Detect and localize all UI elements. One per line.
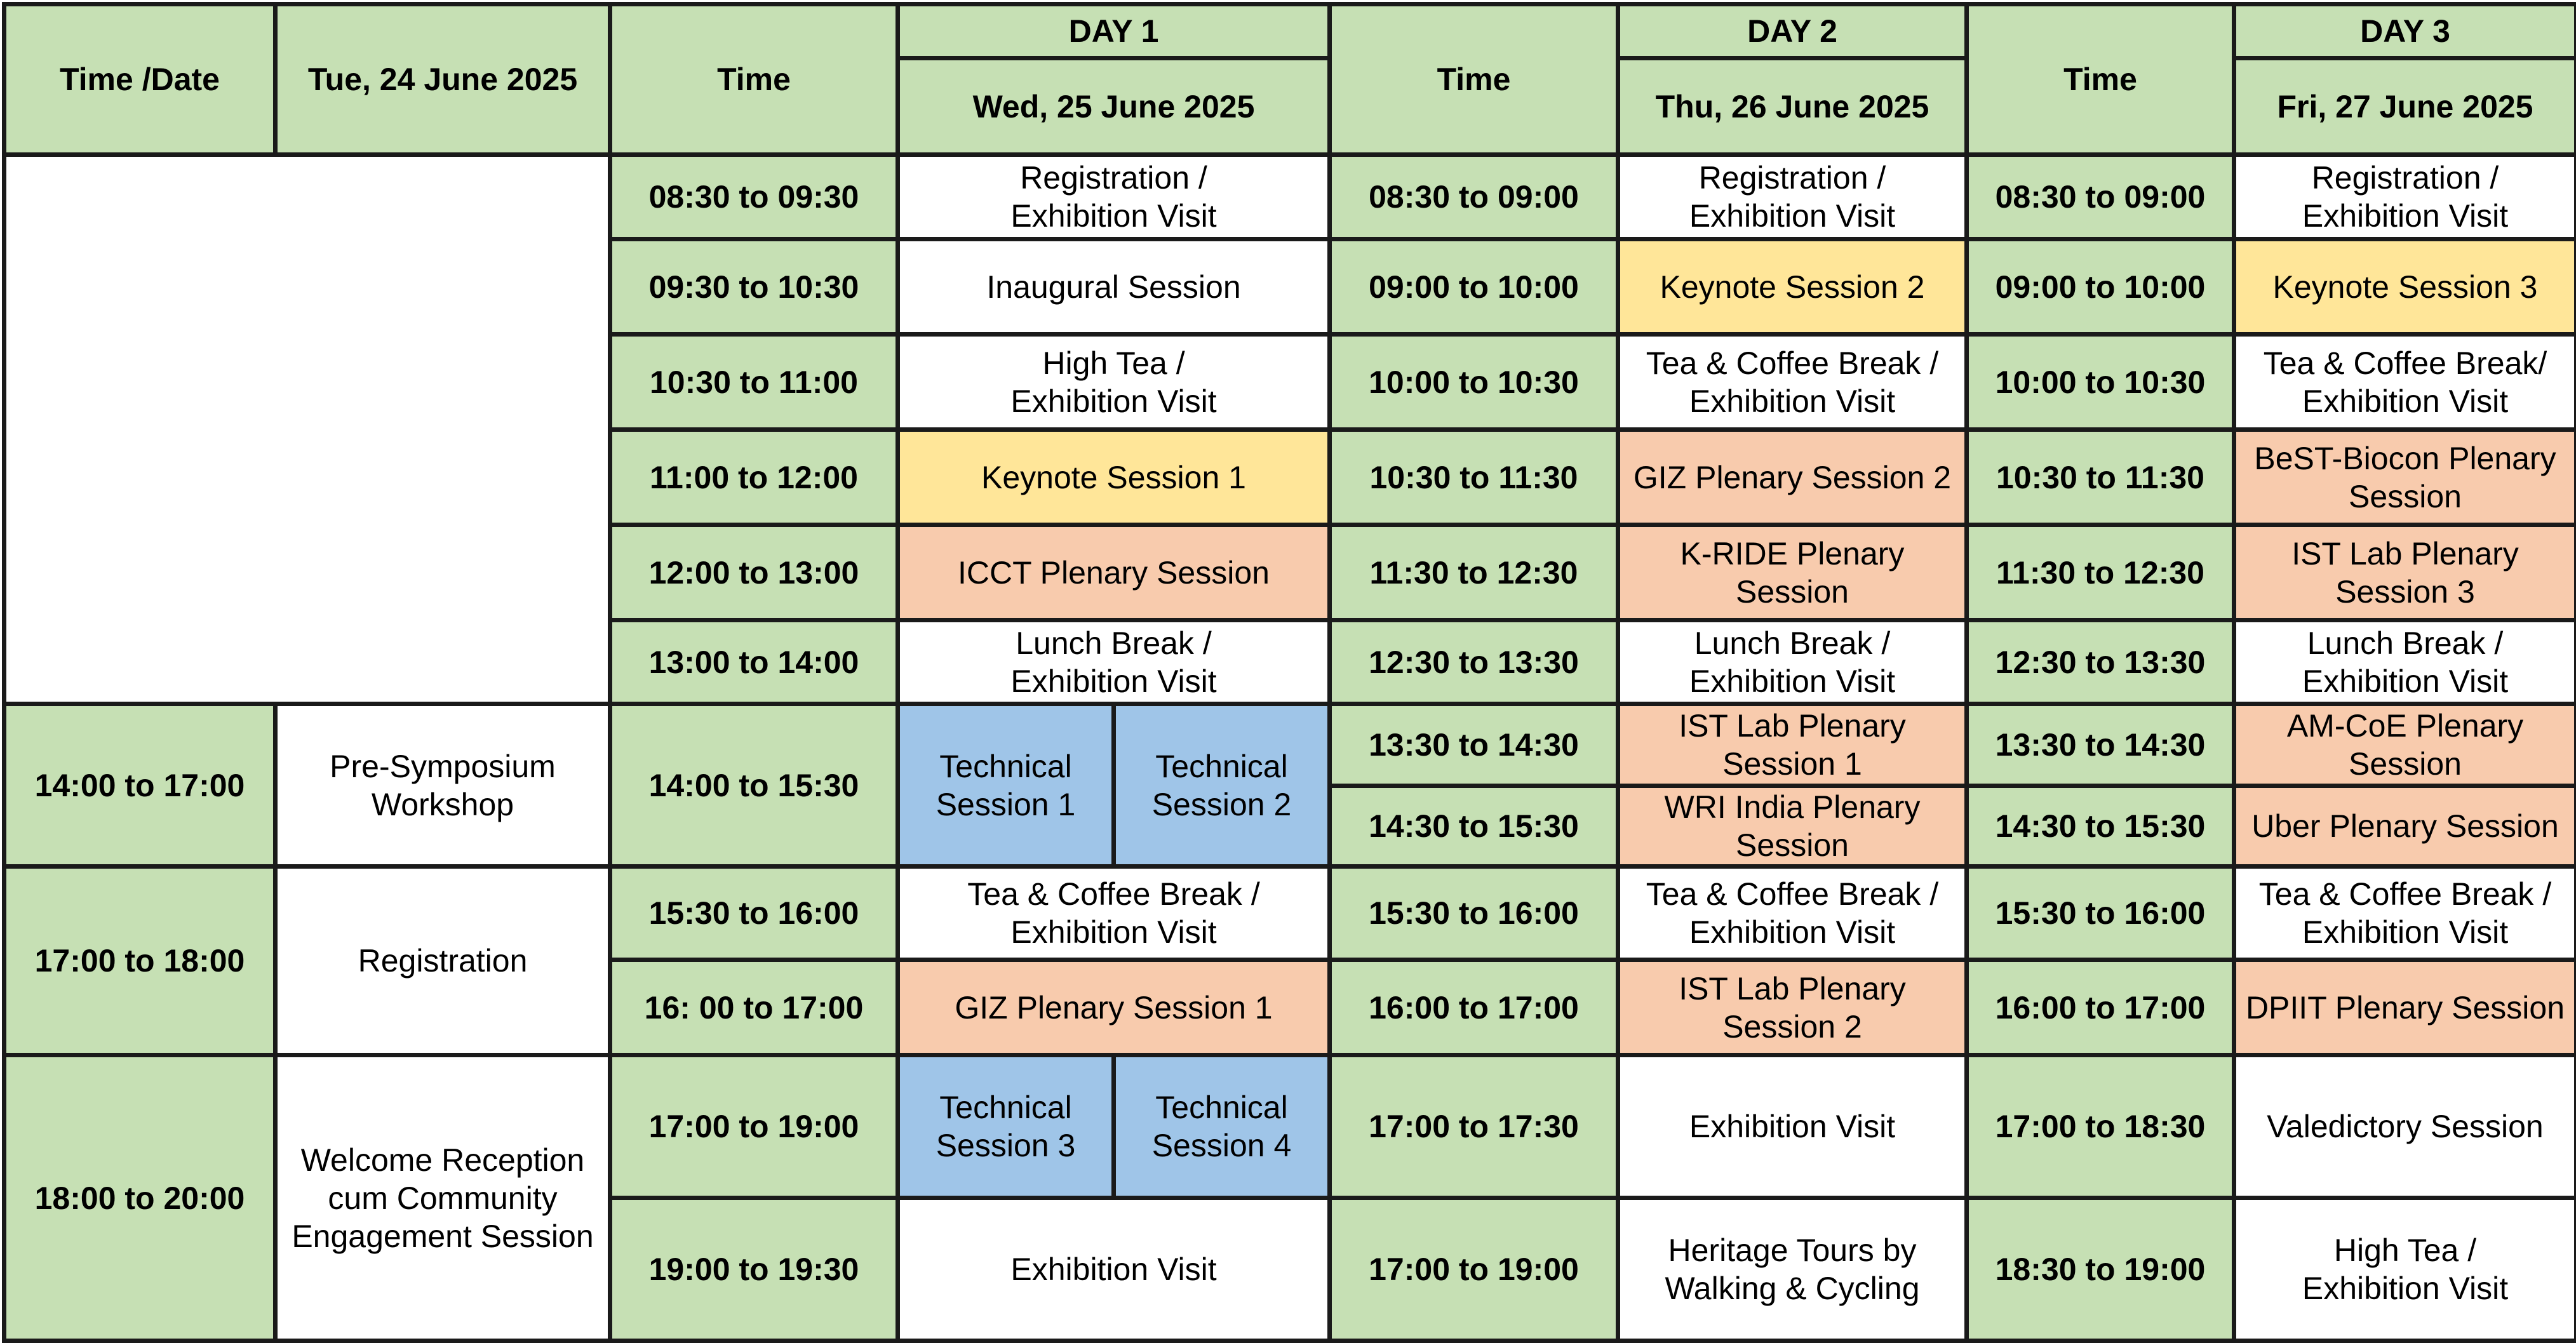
day2-time-slot: 10:00 to 10:30 xyxy=(1330,335,1618,430)
day2-event-plenary: IST Lab Plenary Session 1 xyxy=(1618,704,1967,786)
day3-event-valedictory: Valedictory Session xyxy=(2234,1055,2576,1198)
day3-event-registration: Registration / Exhibition Visit xyxy=(2234,155,2576,239)
pre-time-slot: 14:00 to 17:00 xyxy=(4,704,276,867)
header-day1-time: Time xyxy=(610,4,898,155)
day3-time-slot: 16:00 to 17:00 xyxy=(1967,960,2234,1055)
day3-event-high-tea: High Tea / Exhibition Visit xyxy=(2234,1198,2576,1341)
day3-time-slot: 10:30 to 11:30 xyxy=(1967,430,2234,525)
day1-event-tea-break: Tea & Coffee Break / Exhibition Visit xyxy=(898,867,1330,960)
day2-event-plenary: K-RIDE Plenary Session xyxy=(1618,525,1967,620)
day3-time-slot: 13:30 to 14:30 xyxy=(1967,704,2234,786)
day3-time-slot: 12:30 to 13:30 xyxy=(1967,620,2234,704)
day1-time-slot: 14:00 to 15:30 xyxy=(610,704,898,867)
header-day2-label: DAY 2 xyxy=(1618,4,1967,58)
day1-time-slot: 11:00 to 12:00 xyxy=(610,430,898,525)
pre-time-slot: 17:00 to 18:00 xyxy=(4,867,276,1055)
day2-event-plenary: GIZ Plenary Session 2 xyxy=(1618,430,1967,525)
day3-event-plenary: DPIIT Plenary Session xyxy=(2234,960,2576,1055)
day1-event-technical-1: Technical Session 1 xyxy=(898,704,1114,867)
day1-event-plenary: ICCT Plenary Session xyxy=(898,525,1330,620)
day2-event-tea-break: Tea & Coffee Break / Exhibition Visit xyxy=(1618,867,1967,960)
day1-event-high-tea: High Tea / Exhibition Visit xyxy=(898,335,1330,430)
day1-event-technical-2: Technical Session 2 xyxy=(1114,704,1330,867)
day1-time-slot: 12:00 to 13:00 xyxy=(610,525,898,620)
day2-event-lunch: Lunch Break / Exhibition Visit xyxy=(1618,620,1967,704)
day2-time-slot: 11:30 to 12:30 xyxy=(1330,525,1618,620)
header-day3-date: Fri, 27 June 2025 xyxy=(2234,58,2576,155)
day3-event-tea-break: Tea & Coffee Break/ Exhibition Visit xyxy=(2234,335,2576,430)
day2-time-slot: 10:30 to 11:30 xyxy=(1330,430,1618,525)
day3-time-slot: 08:30 to 09:00 xyxy=(1967,155,2234,239)
day2-time-slot: 16:00 to 17:00 xyxy=(1330,960,1618,1055)
day3-time-slot: 10:00 to 10:30 xyxy=(1967,335,2234,430)
day1-time-slot: 08:30 to 09:30 xyxy=(610,155,898,239)
header-day1-label: DAY 1 xyxy=(898,4,1330,58)
day2-time-slot: 08:30 to 09:00 xyxy=(1330,155,1618,239)
day3-event-plenary: IST Lab Plenary Session 3 xyxy=(2234,525,2576,620)
day2-event-plenary: WRI India Plenary Session xyxy=(1618,786,1967,867)
day3-time-slot: 18:30 to 19:00 xyxy=(1967,1198,2234,1341)
day1-time-slot: 09:30 to 10:30 xyxy=(610,239,898,335)
day3-event-lunch: Lunch Break / Exhibition Visit xyxy=(2234,620,2576,704)
day2-event-keynote: Keynote Session 2 xyxy=(1618,239,1967,335)
day3-time-slot: 17:00 to 18:30 xyxy=(1967,1055,2234,1198)
day2-time-slot: 17:00 to 19:00 xyxy=(1330,1198,1618,1341)
pre-event-registration: Registration xyxy=(276,867,610,1055)
day1-time-slot: 10:30 to 11:00 xyxy=(610,335,898,430)
day1-event-technical-4: Technical Session 4 xyxy=(1114,1055,1330,1198)
day1-event-lunch: Lunch Break / Exhibition Visit xyxy=(898,620,1330,704)
day2-time-slot: 15:30 to 16:00 xyxy=(1330,867,1618,960)
day2-event-registration: Registration / Exhibition Visit xyxy=(1618,155,1967,239)
header-time-date: Time /Date xyxy=(4,4,276,155)
day3-event-plenary: Uber Plenary Session xyxy=(2234,786,2576,867)
day3-event-keynote: Keynote Session 3 xyxy=(2234,239,2576,335)
day1-time-slot: 15:30 to 16:00 xyxy=(610,867,898,960)
day1-time-slot: 17:00 to 19:00 xyxy=(610,1055,898,1198)
day3-time-slot: 15:30 to 16:00 xyxy=(1967,867,2234,960)
day1-event-exhibition: Exhibition Visit xyxy=(898,1198,1330,1341)
day2-time-slot: 09:00 to 10:00 xyxy=(1330,239,1618,335)
day2-time-slot: 17:00 to 17:30 xyxy=(1330,1055,1618,1198)
pre-event-welcome-reception: Welcome Reception cum Community Engagement Session xyxy=(276,1055,610,1341)
day1-time-slot: 16: 00 to 17:00 xyxy=(610,960,898,1055)
day2-event-plenary: IST Lab Plenary Session 2 xyxy=(1618,960,1967,1055)
day3-time-slot: 14:30 to 15:30 xyxy=(1967,786,2234,867)
day1-time-slot: 19:00 to 19:30 xyxy=(610,1198,898,1341)
day1-event-inaugural: Inaugural Session xyxy=(898,239,1330,335)
header-day2-time: Time xyxy=(1330,4,1618,155)
pre-time-slot: 18:00 to 20:00 xyxy=(4,1055,276,1341)
pre-morning-blank xyxy=(4,155,610,704)
day2-event-heritage-tours: Heritage Tours by Walking & Cycling xyxy=(1618,1198,1967,1341)
header-pre-date: Tue, 24 June 2025 xyxy=(276,4,610,155)
day3-event-plenary: AM-CoE Plenary Session xyxy=(2234,704,2576,786)
day2-event-tea-break: Tea & Coffee Break / Exhibition Visit xyxy=(1618,335,1967,430)
day2-event-exhibition: Exhibition Visit xyxy=(1618,1055,1967,1198)
day3-event-tea-break: Tea & Coffee Break / Exhibition Visit xyxy=(2234,867,2576,960)
header-day1-date: Wed, 25 June 2025 xyxy=(898,58,1330,155)
header-day3-label: DAY 3 xyxy=(2234,4,2576,58)
day1-event-keynote: Keynote Session 1 xyxy=(898,430,1330,525)
day1-event-plenary: GIZ Plenary Session 1 xyxy=(898,960,1330,1055)
schedule-table xyxy=(2,2,2576,1343)
pre-event-workshop: Pre-Symposium Workshop xyxy=(276,704,610,867)
header-day3-time: Time xyxy=(1967,4,2234,155)
day2-time-slot: 14:30 to 15:30 xyxy=(1330,786,1618,867)
day2-time-slot: 13:30 to 14:30 xyxy=(1330,704,1618,786)
day1-event-registration: Registration / Exhibition Visit xyxy=(898,155,1330,239)
day1-time-slot: 13:00 to 14:00 xyxy=(610,620,898,704)
day3-event-plenary: BeST-Biocon Plenary Session xyxy=(2234,430,2576,525)
day1-event-technical-3: Technical Session 3 xyxy=(898,1055,1114,1198)
day2-time-slot: 12:30 to 13:30 xyxy=(1330,620,1618,704)
header-day2-date: Thu, 26 June 2025 xyxy=(1618,58,1967,155)
day3-time-slot: 09:00 to 10:00 xyxy=(1967,239,2234,335)
day3-time-slot: 11:30 to 12:30 xyxy=(1967,525,2234,620)
